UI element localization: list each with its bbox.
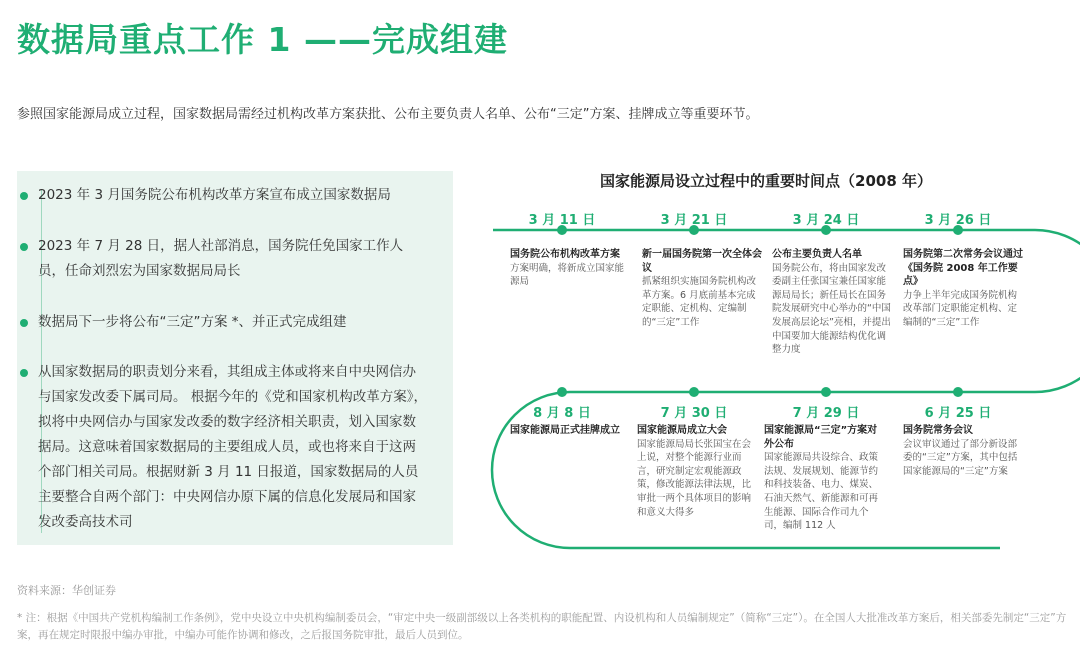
timeline-date: 7 月 29 日 <box>792 406 860 421</box>
timeline-date: 7 月 30 日 <box>660 406 728 421</box>
bullet-text: 2023 年 7 月 28 日，据人社部消息，国务院任免国家工作人员，任命刘烈宏为国家数据局局长 <box>38 238 404 279</box>
timeline-event <box>510 248 630 289</box>
timeline-node-icon <box>689 387 699 397</box>
event-heading: 国务院常务会议 <box>903 425 973 436</box>
event-desc: 国家能源局共设综合、政策法规、发展规划、能源节约和科技装备、电力、煤炭、石油天然气、新能源和可再生能源、国际合作司九个司，编制 112 人 <box>764 452 879 532</box>
bullet-text: 从国家数据局的职责划分来看，其组成主体或将来自中央网信办与国家发改委下属司局。 根据今年的《党和国家机构改革方案》，拟将中央网信办与国家发改委的数字经济相关职责，划入国家数据局。这意味着国家数据局的主要组成人员，或也将来自于这两个部门相关司局。根据财新 3 月 11 日报道，国家数据局的人员主要整合自两个部门：中央网信办原下属的信息化发展局和国家发改委高技术司 <box>38 364 428 530</box>
timeline-node-icon <box>953 387 963 397</box>
event-heading: 新一届国务院第一次全体会议 <box>642 249 762 274</box>
event-heading: 公布主要负责人名单 <box>772 249 862 260</box>
event-desc: 国务院公布，将由国家发改委副主任张国宝兼任国家能源局局长；新任局长在国务院发展研究中心举办的“中国发展高层论坛”亮相，并提出中国要加大能源结构优化调整力度 <box>772 262 891 356</box>
event-heading: 国家能源局“三定”方案对外公布 <box>764 425 878 450</box>
footnote: * 注：根据《中国共产党机构编制工作条例》，党中央设立中央机构编制委员会，“审定中央一级副部级以上各类机构的职能配置、内设机构和人员编制规定”（简称“三定”）。在全国人大批准改革方案后，相关部委先制定“三定”方案，再在规定时限报中编办审批，中编办可能作协调和修改，之后报国务院审批，最后人员到位。 <box>17 612 1067 641</box>
timeline-date: 3 月 11 日 <box>528 213 596 228</box>
timeline-event <box>903 248 1023 330</box>
source-note: 资料来源：华创证券 <box>17 584 116 597</box>
event-desc: 会议审议通过了部分新设部委的“三定”方案，其中包括国家能源局的“三定”方案 <box>903 438 1018 477</box>
event-heading: 国家能源局正式挂牌成立 <box>510 425 620 436</box>
timeline-event <box>642 248 762 330</box>
timeline-node-icon <box>557 387 567 397</box>
timeline-event <box>510 424 622 438</box>
page-title: 数据局重点工作 1 ——完成组建 <box>17 20 508 59</box>
timeline-event <box>637 424 757 519</box>
timeline-date: 3 月 21 日 <box>660 213 728 228</box>
event-heading: 国务院公布机构改革方案 <box>510 249 620 260</box>
timeline-event <box>772 248 892 357</box>
timeline-date: 8 月 8 日 <box>533 406 591 421</box>
timeline-title: 国家能源局设立过程中的重要时间点（2008 年） <box>600 172 932 190</box>
bullet-text: 数据局下一步将公布“三定”方案 *、并正式完成组建 <box>38 314 347 330</box>
event-desc: 力争上半年完成国务院机构改革部门定职能定机构、定编制的“三定”工作 <box>903 289 1018 328</box>
bullet-text: 2023 年 3 月国务院公布机构改革方案宣布成立国家数据局 <box>38 187 391 203</box>
event-heading: 国务院第二次常务会议通过《国务院 2008 年工作要点》 <box>903 249 1023 288</box>
event-desc: 国家能源局局长张国宝在会上说，对整个能源行业而言，研究制定宏观能源政策，修改能源法律法规，比审批一两个具体项目的影响和意义大得多 <box>637 438 752 518</box>
timeline-node-icon <box>821 387 831 397</box>
event-heading: 国家能源局成立大会 <box>637 425 727 436</box>
intro-text: 参照国家能源局成立过程，国家数据局需经过机构改革方案获批、公布主要负责人名单、公布“三定”方案、挂牌成立等重要环节。 <box>17 107 759 122</box>
timeline-event <box>903 424 1023 478</box>
timeline-event <box>764 424 884 533</box>
event-desc: 方案明确，将新成立国家能源局 <box>510 262 625 288</box>
timeline-date: 3 月 24 日 <box>792 213 860 228</box>
timeline-date: 3 月 26 日 <box>924 213 992 228</box>
event-desc: 抓紧组织实施国务院机构改革方案。6 月底前基本完成定职能、定机构、定编制的“三定”工作 <box>642 276 757 328</box>
timeline-date: 6 月 25 日 <box>924 406 992 421</box>
